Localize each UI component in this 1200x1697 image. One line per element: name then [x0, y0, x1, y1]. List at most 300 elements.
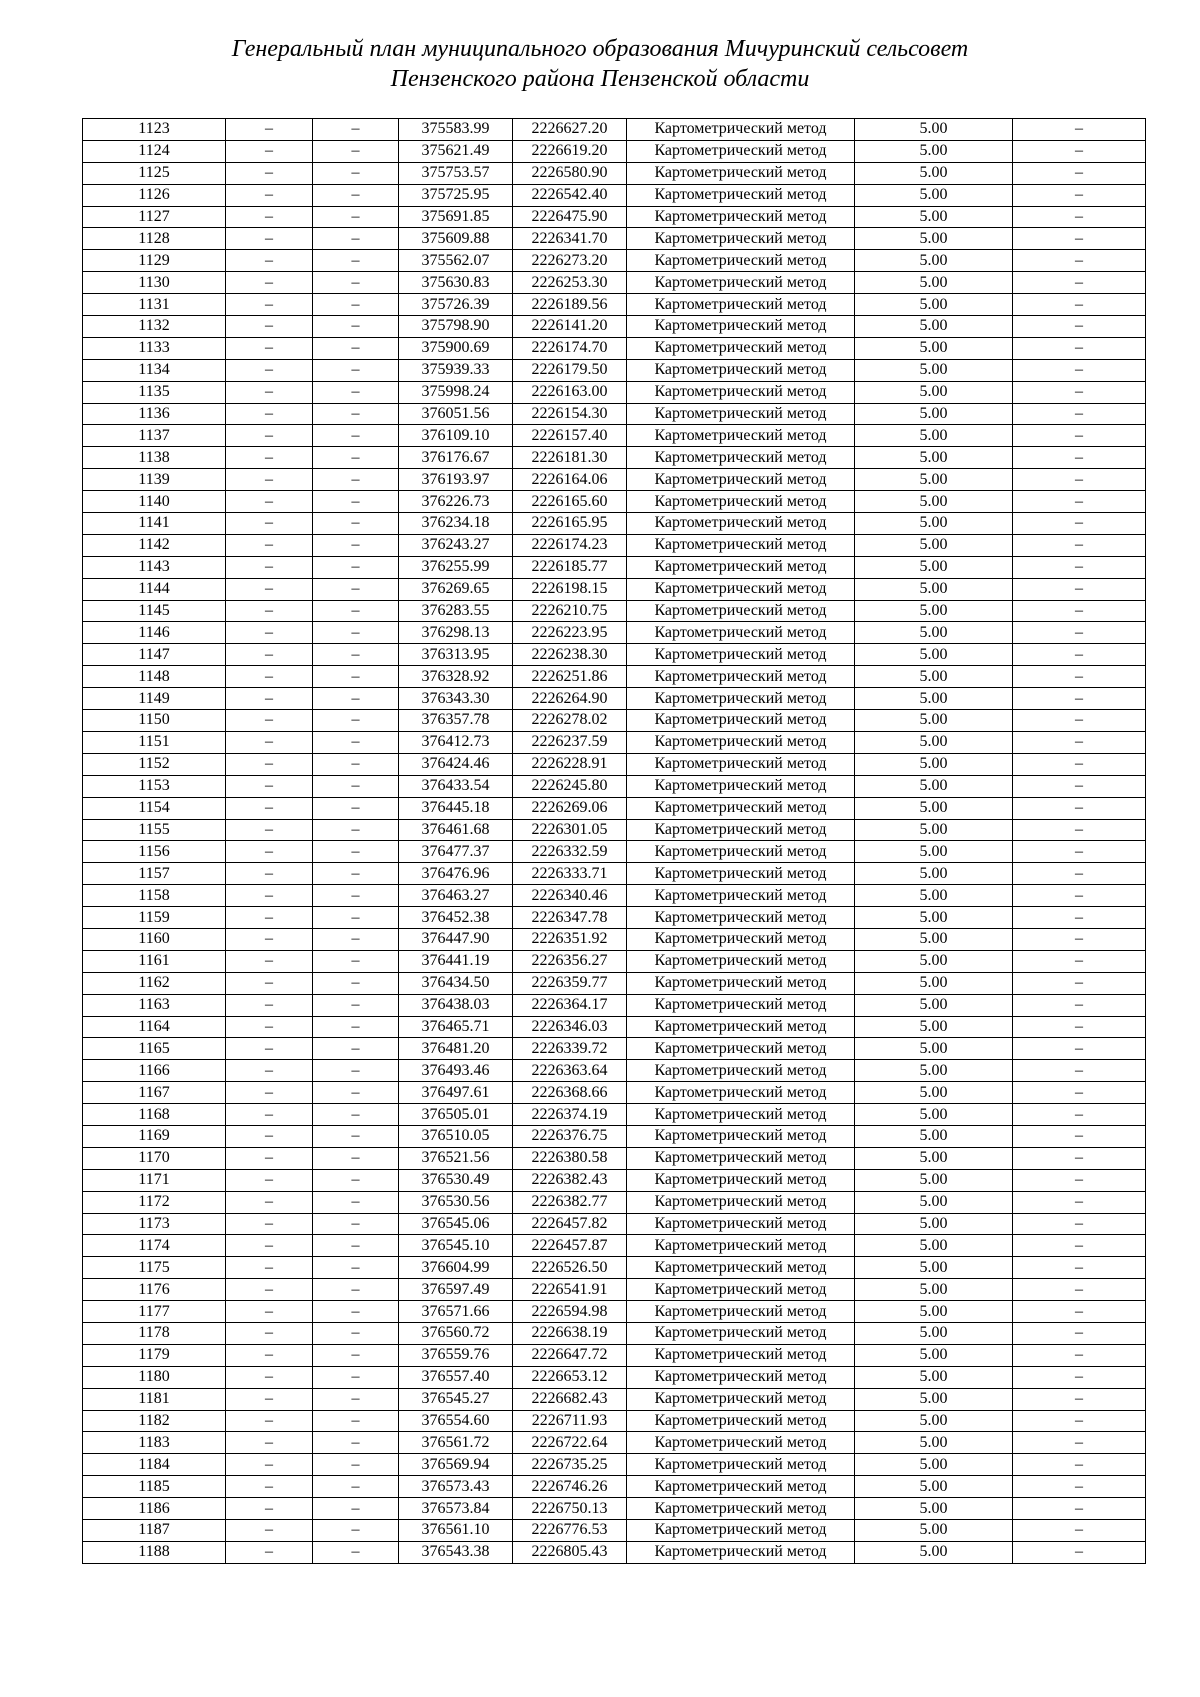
y-coordinate-cell: 2226237.59 [513, 731, 627, 753]
col-3-value-cell: – [313, 491, 399, 513]
method-cell: Картометрический метод [627, 491, 855, 513]
y-coordinate-cell: 2226805.43 [513, 1541, 627, 1563]
col-2-value-cell: – [226, 447, 313, 469]
col-2-value-cell: – [226, 710, 313, 732]
method-cell: Картометрический метод [627, 206, 855, 228]
col-2-value-cell: – [226, 907, 313, 929]
y-coordinate-cell: 2226269.06 [513, 797, 627, 819]
y-coordinate-cell: 2226339.72 [513, 1038, 627, 1060]
x-coordinate-cell: 375798.90 [399, 316, 513, 338]
y-coordinate-cell: 2226141.20 [513, 316, 627, 338]
table-row [83, 228, 1146, 250]
accuracy-cell: 5.00 [855, 206, 1013, 228]
col-8-value-cell: – [1013, 819, 1146, 841]
col-8-value-cell: – [1013, 1322, 1146, 1344]
point-number-cell: 1125 [83, 162, 226, 184]
y-coordinate-cell: 2226251.86 [513, 666, 627, 688]
col-3-value-cell: – [313, 644, 399, 666]
point-number-cell: 1183 [83, 1432, 226, 1454]
point-number-cell: 1132 [83, 316, 226, 338]
col-3-value-cell: – [313, 1235, 399, 1257]
col-8-value-cell: – [1013, 1301, 1146, 1323]
x-coordinate-cell: 376557.40 [399, 1366, 513, 1388]
method-cell: Картометрический метод [627, 1541, 855, 1563]
point-number-cell: 1135 [83, 381, 226, 403]
x-coordinate-cell: 376571.66 [399, 1301, 513, 1323]
table-row [83, 1344, 1146, 1366]
col-3-value-cell: – [313, 1213, 399, 1235]
col-2-value-cell: – [226, 950, 313, 972]
col-3-value-cell: – [313, 1016, 399, 1038]
x-coordinate-cell: 376604.99 [399, 1257, 513, 1279]
y-coordinate-cell: 2226332.59 [513, 841, 627, 863]
accuracy-cell: 5.00 [855, 1454, 1013, 1476]
y-coordinate-cell: 2226278.02 [513, 710, 627, 732]
accuracy-cell: 5.00 [855, 666, 1013, 688]
col-8-value-cell: – [1013, 316, 1146, 338]
point-number-cell: 1151 [83, 731, 226, 753]
y-coordinate-cell: 2226185.77 [513, 556, 627, 578]
point-number-cell: 1174 [83, 1235, 226, 1257]
col-8-value-cell: – [1013, 1344, 1146, 1366]
col-2-value-cell: – [226, 1125, 313, 1147]
method-cell: Картометрический метод [627, 1082, 855, 1104]
col-3-value-cell: – [313, 228, 399, 250]
col-3-value-cell: – [313, 688, 399, 710]
col-3-value-cell: – [313, 140, 399, 162]
table-row [83, 316, 1146, 338]
col-2-value-cell: – [226, 1454, 313, 1476]
col-2-value-cell: – [226, 381, 313, 403]
accuracy-cell: 5.00 [855, 688, 1013, 710]
x-coordinate-cell: 376561.10 [399, 1520, 513, 1542]
y-coordinate-cell: 2226457.87 [513, 1235, 627, 1257]
method-cell: Картометрический метод [627, 556, 855, 578]
point-number-cell: 1139 [83, 469, 226, 491]
method-cell: Картометрический метод [627, 272, 855, 294]
method-cell: Картометрический метод [627, 403, 855, 425]
point-number-cell: 1168 [83, 1104, 226, 1126]
table-row [83, 775, 1146, 797]
accuracy-cell: 5.00 [855, 359, 1013, 381]
x-coordinate-cell: 375998.24 [399, 381, 513, 403]
point-number-cell: 1126 [83, 184, 226, 206]
point-number-cell: 1153 [83, 775, 226, 797]
method-cell: Картометрический метод [627, 1388, 855, 1410]
y-coordinate-cell: 2226627.20 [513, 119, 627, 141]
col-2-value-cell: – [226, 1213, 313, 1235]
col-3-value-cell: – [313, 1432, 399, 1454]
col-2-value-cell: – [226, 1191, 313, 1213]
method-cell: Картометрический метод [627, 184, 855, 206]
col-2-value-cell: – [226, 556, 313, 578]
method-cell: Картометрический метод [627, 1476, 855, 1498]
col-2-value-cell: – [226, 841, 313, 863]
point-number-cell: 1171 [83, 1169, 226, 1191]
col-2-value-cell: – [226, 797, 313, 819]
accuracy-cell: 5.00 [855, 381, 1013, 403]
x-coordinate-cell: 376543.38 [399, 1541, 513, 1563]
x-coordinate-cell: 376051.56 [399, 403, 513, 425]
col-3-value-cell: – [313, 863, 399, 885]
table-row [83, 1410, 1146, 1432]
col-8-value-cell: – [1013, 272, 1146, 294]
col-2-value-cell: – [226, 1498, 313, 1520]
accuracy-cell: 5.00 [855, 994, 1013, 1016]
point-number-cell: 1149 [83, 688, 226, 710]
point-number-cell: 1142 [83, 534, 226, 556]
method-cell: Картометрический метод [627, 1213, 855, 1235]
col-3-value-cell: – [313, 928, 399, 950]
y-coordinate-cell: 2226364.17 [513, 994, 627, 1016]
accuracy-cell: 5.00 [855, 1060, 1013, 1082]
x-coordinate-cell: 376357.78 [399, 710, 513, 732]
y-coordinate-cell: 2226594.98 [513, 1301, 627, 1323]
col-2-value-cell: – [226, 731, 313, 753]
table-row [83, 753, 1146, 775]
col-2-value-cell: – [226, 775, 313, 797]
point-number-cell: 1146 [83, 622, 226, 644]
table-row [83, 513, 1146, 535]
table-row [83, 491, 1146, 513]
col-8-value-cell: – [1013, 600, 1146, 622]
accuracy-cell: 5.00 [855, 425, 1013, 447]
col-8-value-cell: – [1013, 775, 1146, 797]
method-cell: Картометрический метод [627, 666, 855, 688]
col-2-value-cell: – [226, 316, 313, 338]
col-2-value-cell: – [226, 272, 313, 294]
col-3-value-cell: – [313, 513, 399, 535]
x-coordinate-cell: 376461.68 [399, 819, 513, 841]
y-coordinate-cell: 2226711.93 [513, 1410, 627, 1432]
table-row [83, 184, 1146, 206]
y-coordinate-cell: 2226346.03 [513, 1016, 627, 1038]
col-8-value-cell: – [1013, 162, 1146, 184]
x-coordinate-cell: 375725.95 [399, 184, 513, 206]
x-coordinate-cell: 376559.76 [399, 1344, 513, 1366]
y-coordinate-cell: 2226580.90 [513, 162, 627, 184]
accuracy-cell: 5.00 [855, 928, 1013, 950]
method-cell: Картометрический метод [627, 1147, 855, 1169]
col-8-value-cell: – [1013, 228, 1146, 250]
y-coordinate-cell: 2226359.77 [513, 972, 627, 994]
col-8-value-cell: – [1013, 337, 1146, 359]
point-number-cell: 1175 [83, 1257, 226, 1279]
table-row [83, 994, 1146, 1016]
y-coordinate-cell: 2226333.71 [513, 863, 627, 885]
method-cell: Картометрический метод [627, 447, 855, 469]
x-coordinate-cell: 376434.50 [399, 972, 513, 994]
method-cell: Картометрический метод [627, 469, 855, 491]
point-number-cell: 1128 [83, 228, 226, 250]
x-coordinate-cell: 376560.72 [399, 1322, 513, 1344]
x-coordinate-cell: 375562.07 [399, 250, 513, 272]
x-coordinate-cell: 376510.05 [399, 1125, 513, 1147]
accuracy-cell: 5.00 [855, 491, 1013, 513]
col-3-value-cell: – [313, 710, 399, 732]
x-coordinate-cell: 376530.49 [399, 1169, 513, 1191]
point-number-cell: 1123 [83, 119, 226, 141]
col-8-value-cell: – [1013, 1279, 1146, 1301]
y-coordinate-cell: 2226157.40 [513, 425, 627, 447]
col-3-value-cell: – [313, 1038, 399, 1060]
y-coordinate-cell: 2226165.95 [513, 513, 627, 535]
method-cell: Картометрический метод [627, 950, 855, 972]
table-row [83, 1476, 1146, 1498]
col-3-value-cell: – [313, 666, 399, 688]
point-number-cell: 1143 [83, 556, 226, 578]
x-coordinate-cell: 376465.71 [399, 1016, 513, 1038]
method-cell: Картометрический метод [627, 316, 855, 338]
method-cell: Картометрический метод [627, 1169, 855, 1191]
accuracy-cell: 5.00 [855, 753, 1013, 775]
x-coordinate-cell: 375630.83 [399, 272, 513, 294]
col-8-value-cell: – [1013, 1498, 1146, 1520]
y-coordinate-cell: 2226174.23 [513, 534, 627, 556]
y-coordinate-cell: 2226382.43 [513, 1169, 627, 1191]
col-2-value-cell: – [226, 863, 313, 885]
y-coordinate-cell: 2226682.43 [513, 1388, 627, 1410]
y-coordinate-cell: 2226165.60 [513, 491, 627, 513]
point-number-cell: 1155 [83, 819, 226, 841]
table-row [83, 600, 1146, 622]
x-coordinate-cell: 376493.46 [399, 1060, 513, 1082]
col-8-value-cell: – [1013, 1257, 1146, 1279]
point-number-cell: 1148 [83, 666, 226, 688]
y-coordinate-cell: 2226273.20 [513, 250, 627, 272]
accuracy-cell: 5.00 [855, 731, 1013, 753]
col-2-value-cell: – [226, 885, 313, 907]
col-3-value-cell: – [313, 381, 399, 403]
y-coordinate-cell: 2226638.19 [513, 1322, 627, 1344]
method-cell: Картометрический метод [627, 1322, 855, 1344]
table-row [83, 1388, 1146, 1410]
table-row [83, 1322, 1146, 1344]
point-number-cell: 1169 [83, 1125, 226, 1147]
col-8-value-cell: – [1013, 1125, 1146, 1147]
y-coordinate-cell: 2226253.30 [513, 272, 627, 294]
col-2-value-cell: – [226, 1169, 313, 1191]
x-coordinate-cell: 376545.06 [399, 1213, 513, 1235]
col-8-value-cell: – [1013, 250, 1146, 272]
col-2-value-cell: – [226, 994, 313, 1016]
x-coordinate-cell: 375621.49 [399, 140, 513, 162]
col-8-value-cell: – [1013, 666, 1146, 688]
col-2-value-cell: – [226, 1344, 313, 1366]
point-number-cell: 1133 [83, 337, 226, 359]
col-2-value-cell: – [226, 819, 313, 841]
col-8-value-cell: – [1013, 885, 1146, 907]
col-2-value-cell: – [226, 1060, 313, 1082]
point-number-cell: 1150 [83, 710, 226, 732]
accuracy-cell: 5.00 [855, 1410, 1013, 1432]
col-3-value-cell: – [313, 753, 399, 775]
col-2-value-cell: – [226, 1038, 313, 1060]
y-coordinate-cell: 2226154.30 [513, 403, 627, 425]
col-2-value-cell: – [226, 1432, 313, 1454]
col-2-value-cell: – [226, 228, 313, 250]
point-number-cell: 1129 [83, 250, 226, 272]
col-3-value-cell: – [313, 1257, 399, 1279]
table-row [83, 1125, 1146, 1147]
point-number-cell: 1176 [83, 1279, 226, 1301]
x-coordinate-cell: 376447.90 [399, 928, 513, 950]
col-3-value-cell: – [313, 272, 399, 294]
point-number-cell: 1177 [83, 1301, 226, 1323]
col-3-value-cell: – [313, 994, 399, 1016]
method-cell: Картометрический метод [627, 885, 855, 907]
method-cell: Картометрический метод [627, 775, 855, 797]
method-cell: Картометрический метод [627, 1038, 855, 1060]
table-row [83, 1060, 1146, 1082]
table-row [83, 250, 1146, 272]
point-number-cell: 1158 [83, 885, 226, 907]
point-number-cell: 1144 [83, 578, 226, 600]
col-8-value-cell: – [1013, 928, 1146, 950]
col-8-value-cell: – [1013, 1191, 1146, 1213]
accuracy-cell: 5.00 [855, 622, 1013, 644]
x-coordinate-cell: 376554.60 [399, 1410, 513, 1432]
col-3-value-cell: – [313, 206, 399, 228]
col-8-value-cell: – [1013, 1541, 1146, 1563]
col-2-value-cell: – [226, 1147, 313, 1169]
method-cell: Картометрический метод [627, 841, 855, 863]
method-cell: Картометрический метод [627, 140, 855, 162]
accuracy-cell: 5.00 [855, 710, 1013, 732]
x-coordinate-cell: 376545.27 [399, 1388, 513, 1410]
accuracy-cell: 5.00 [855, 228, 1013, 250]
accuracy-cell: 5.00 [855, 447, 1013, 469]
col-2-value-cell: – [226, 1082, 313, 1104]
accuracy-cell: 5.00 [855, 841, 1013, 863]
table-row [83, 337, 1146, 359]
col-8-value-cell: – [1013, 184, 1146, 206]
y-coordinate-cell: 2226776.53 [513, 1520, 627, 1542]
col-8-value-cell: – [1013, 359, 1146, 381]
y-coordinate-cell: 2226376.75 [513, 1125, 627, 1147]
col-8-value-cell: – [1013, 1366, 1146, 1388]
accuracy-cell: 5.00 [855, 1279, 1013, 1301]
col-2-value-cell: – [226, 1301, 313, 1323]
col-3-value-cell: – [313, 1388, 399, 1410]
table-row [83, 731, 1146, 753]
x-coordinate-cell: 376438.03 [399, 994, 513, 1016]
table-row [83, 119, 1146, 141]
method-cell: Картометрический метод [627, 250, 855, 272]
col-3-value-cell: – [313, 1301, 399, 1323]
col-3-value-cell: – [313, 775, 399, 797]
x-coordinate-cell: 376573.43 [399, 1476, 513, 1498]
col-3-value-cell: – [313, 1344, 399, 1366]
col-8-value-cell: – [1013, 841, 1146, 863]
x-coordinate-cell: 376234.18 [399, 513, 513, 535]
col-3-value-cell: – [313, 907, 399, 929]
point-number-cell: 1172 [83, 1191, 226, 1213]
y-coordinate-cell: 2226341.70 [513, 228, 627, 250]
method-cell: Картометрический метод [627, 162, 855, 184]
table-row [83, 359, 1146, 381]
method-cell: Картометрический метод [627, 863, 855, 885]
point-number-cell: 1137 [83, 425, 226, 447]
accuracy-cell: 5.00 [855, 1432, 1013, 1454]
table-row [83, 666, 1146, 688]
point-number-cell: 1180 [83, 1366, 226, 1388]
y-coordinate-cell: 2226722.64 [513, 1432, 627, 1454]
col-8-value-cell: – [1013, 710, 1146, 732]
accuracy-cell: 5.00 [855, 600, 1013, 622]
accuracy-cell: 5.00 [855, 1301, 1013, 1323]
table-row [83, 907, 1146, 929]
method-cell: Картометрический метод [627, 622, 855, 644]
x-coordinate-cell: 376243.27 [399, 534, 513, 556]
x-coordinate-cell: 376569.94 [399, 1454, 513, 1476]
col-2-value-cell: – [226, 972, 313, 994]
col-2-value-cell: – [226, 1104, 313, 1126]
table-row [83, 1541, 1146, 1563]
method-cell: Картометрический метод [627, 907, 855, 929]
col-8-value-cell: – [1013, 1016, 1146, 1038]
table-row [83, 1279, 1146, 1301]
table-row [83, 381, 1146, 403]
table-row [83, 469, 1146, 491]
x-coordinate-cell: 376433.54 [399, 775, 513, 797]
y-coordinate-cell: 2226750.13 [513, 1498, 627, 1520]
point-number-cell: 1131 [83, 294, 226, 316]
y-coordinate-cell: 2226198.15 [513, 578, 627, 600]
accuracy-cell: 5.00 [855, 644, 1013, 666]
col-2-value-cell: – [226, 337, 313, 359]
col-8-value-cell: – [1013, 381, 1146, 403]
page-header [0, 34, 1200, 94]
point-number-cell: 1156 [83, 841, 226, 863]
accuracy-cell: 5.00 [855, 1520, 1013, 1542]
accuracy-cell: 5.00 [855, 819, 1013, 841]
col-2-value-cell: – [226, 1279, 313, 1301]
method-cell: Картометрический метод [627, 337, 855, 359]
col-2-value-cell: – [226, 119, 313, 141]
col-3-value-cell: – [313, 1279, 399, 1301]
table-row [83, 447, 1146, 469]
method-cell: Картометрический метод [627, 753, 855, 775]
x-coordinate-cell: 375753.57 [399, 162, 513, 184]
x-coordinate-cell: 376255.99 [399, 556, 513, 578]
method-cell: Картометрический метод [627, 534, 855, 556]
col-8-value-cell: – [1013, 119, 1146, 141]
method-cell: Картометрический метод [627, 1432, 855, 1454]
y-coordinate-cell: 2226619.20 [513, 140, 627, 162]
y-coordinate-cell: 2226542.40 [513, 184, 627, 206]
x-coordinate-cell: 376530.56 [399, 1191, 513, 1213]
col-3-value-cell: – [313, 819, 399, 841]
x-coordinate-cell: 375900.69 [399, 337, 513, 359]
table-row [83, 294, 1146, 316]
col-2-value-cell: – [226, 425, 313, 447]
col-3-value-cell: – [313, 469, 399, 491]
col-2-value-cell: – [226, 1366, 313, 1388]
table-row [83, 1191, 1146, 1213]
table-row [83, 534, 1146, 556]
y-coordinate-cell: 2226475.90 [513, 206, 627, 228]
point-number-cell: 1154 [83, 797, 226, 819]
accuracy-cell: 5.00 [855, 1082, 1013, 1104]
table-row [83, 928, 1146, 950]
x-coordinate-cell: 376445.18 [399, 797, 513, 819]
method-cell: Картометрический метод [627, 1125, 855, 1147]
col-8-value-cell: – [1013, 534, 1146, 556]
accuracy-cell: 5.00 [855, 403, 1013, 425]
col-8-value-cell: – [1013, 469, 1146, 491]
table-row [83, 1104, 1146, 1126]
